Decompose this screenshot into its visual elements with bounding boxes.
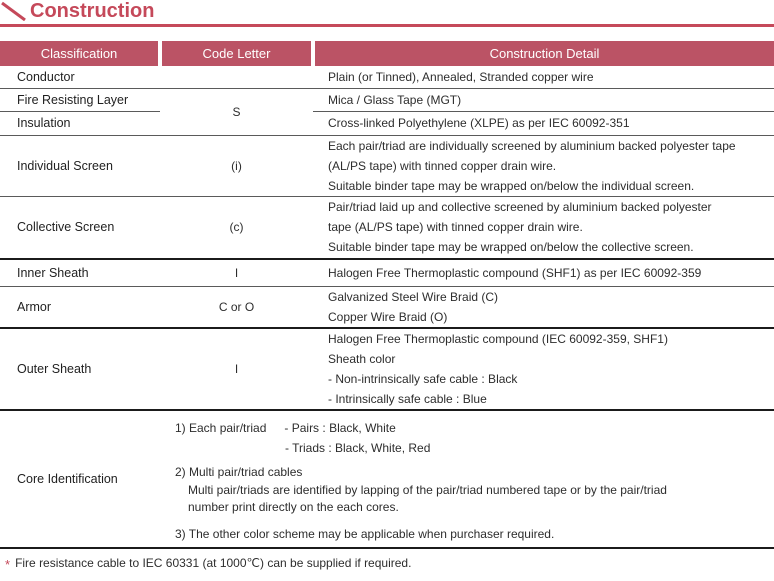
detail-cell	[313, 135, 774, 196]
core-id-item-2: 2) Multi pair/triad cables	[175, 464, 303, 479]
detail-cell: Mica / Glass Tape (MGT)	[313, 88, 774, 111]
detail-cell	[313, 328, 774, 410]
detail-cell	[160, 410, 774, 548]
core-id-triads: - Triads : Black, White, Red	[285, 440, 431, 455]
detail-cell: Plain (or Tinned), Annealed, Stranded copper wire	[313, 66, 774, 88]
code-letter-cell: S	[160, 88, 313, 135]
detail-line: Galvanized Steel Wire Braid (C)	[328, 289, 499, 304]
table-row-conductor	[0, 66, 774, 88]
detail-line: - Non-intrinsically safe cable : Black	[328, 371, 518, 386]
core-id-item-1-label: 1) Each pair/triad	[175, 420, 267, 435]
code-letter-cell: (i)	[160, 135, 313, 196]
core-id-item-2-detail: number print directly on the each cores.	[188, 500, 399, 514]
table-row-core-identification	[0, 410, 774, 548]
col-header-construction-detail: Construction Detail	[313, 41, 774, 66]
code-letter-cell: I	[160, 259, 313, 286]
table-row-insulation	[0, 111, 774, 135]
code-letter-cell: C or O	[160, 286, 313, 328]
core-id-item-1	[175, 418, 774, 438]
col-header-code-letter: Code Letter	[160, 41, 313, 66]
classification-cell: Individual Screen	[0, 135, 160, 196]
core-id-item-3: 3) The other color scheme may be applicable when purchaser required.	[175, 526, 555, 541]
table-row-outer-sheath	[0, 328, 774, 410]
table-row-individual-screen	[0, 135, 774, 196]
footnote-marker: *	[5, 556, 11, 572]
classification-cell: Inner Sheath	[0, 259, 160, 286]
code-letter-cell: (c)	[160, 196, 313, 259]
page-title: Construction	[30, 0, 155, 22]
code-letter-cell: I	[160, 328, 313, 410]
detail-line: Pair/triad laid up and collective screened by aluminium backed polyester	[328, 200, 712, 215]
diagonal-mark-icon	[1, 1, 27, 21]
detail-line: (AL/PS tape) with tinned copper drain wire.	[328, 158, 557, 173]
detail-cell: Cross-linked Polyethylene (XLPE) as per IEC 60092-351	[313, 111, 774, 135]
core-id-item-2-detail: Multi pair/triads are identified by lapping of the pair/triad numbered tape or by the pair/triad	[188, 482, 667, 497]
classification-cell: Outer Sheath	[0, 328, 160, 410]
core-id-pairs: - Pairs : Black, White	[284, 420, 396, 435]
detail-line: Suitable binder tape may be wrapped on/below the individual screen.	[328, 178, 695, 193]
detail-line: tape (AL/PS tape) with tinned copper drain wire.	[328, 220, 583, 235]
table-row-armor	[0, 286, 774, 328]
detail-line: Suitable binder tape may be wrapped on/below the collective screen.	[328, 240, 694, 255]
detail-line: Sheath color	[328, 351, 396, 366]
col-header-classification: Classification	[0, 41, 160, 66]
classification-cell: Fire Resisting Layer	[0, 88, 160, 111]
title-underline-rule	[0, 24, 774, 27]
detail-cell	[313, 196, 774, 259]
classification-cell: Conductor	[0, 66, 160, 88]
section-title-row	[0, 0, 774, 21]
classification-cell: Armor	[0, 286, 160, 328]
classification-cell: Insulation	[0, 111, 160, 135]
detail-cell: Halogen Free Thermoplastic compound (SHF1) as per IEC 60092-359	[313, 259, 774, 286]
footnote	[0, 556, 774, 570]
table-header-row	[0, 41, 774, 66]
footnote-text: Fire resistance cable to IEC 60331 (at 1000℃) can be supplied if required.	[15, 555, 412, 570]
detail-line: Each pair/triad are individually screened by aluminium backed polyester tape	[328, 138, 736, 153]
detail-line: Halogen Free Thermoplastic compound (IEC 60092-359, SHF1)	[328, 331, 668, 346]
code-letter-cell	[160, 66, 313, 88]
detail-line: Copper Wire Braid (O)	[328, 309, 448, 324]
detail-cell	[313, 286, 774, 328]
table-row-inner-sheath	[0, 259, 774, 286]
table-row-fire-resisting-layer	[0, 88, 774, 111]
detail-line: - Intrinsically safe cable : Blue	[328, 391, 487, 406]
table-row-collective-screen	[0, 196, 774, 259]
classification-cell: Core Identification	[0, 410, 160, 548]
classification-cell: Collective Screen	[0, 196, 160, 259]
construction-table	[0, 41, 774, 549]
